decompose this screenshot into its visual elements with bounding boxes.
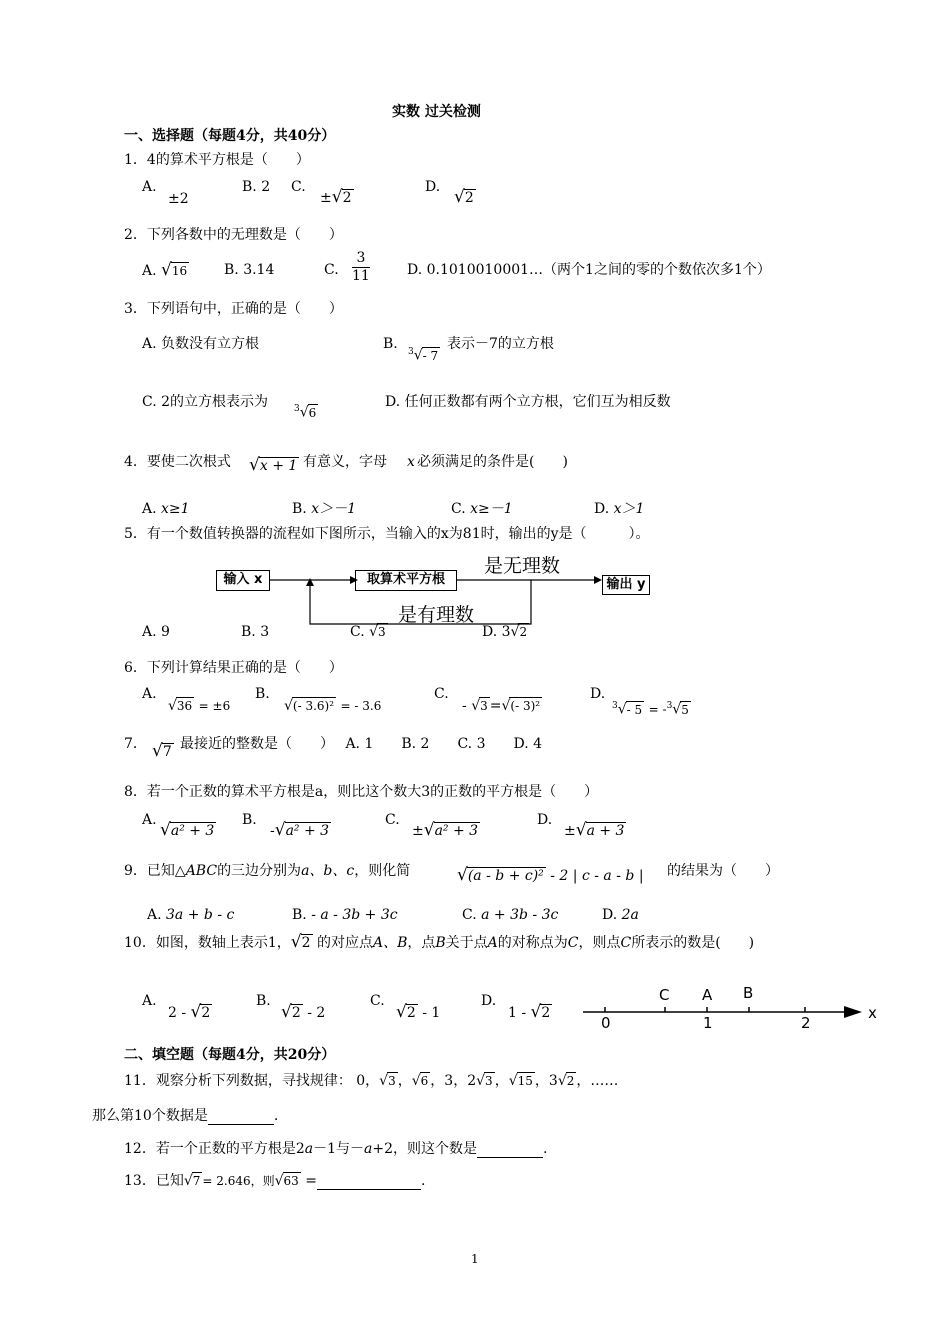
q10-option-a: A. — [142, 993, 157, 1009]
q5-box-input: 输入 x — [216, 570, 270, 591]
q12-stem: 12．若一个正数的平方根是2a－1与－a+2，则这个数是 . — [124, 1141, 548, 1157]
q4-radical: √x + 1 — [249, 455, 298, 475]
q8-option-d-value: ±√a + 3 — [564, 820, 625, 840]
q5-option-b: B. 3 — [241, 624, 270, 640]
q10-number-line — [580, 998, 870, 1028]
axis-label-2: 2 — [801, 1014, 811, 1032]
q6-option-c: C. — [434, 686, 449, 702]
q9-stem: 9．已知△ABC的三边分别为a、b、c，则化简 — [124, 863, 411, 879]
q1-option-d: D. — [425, 179, 441, 195]
axis-label-a: A — [702, 986, 713, 1004]
q3-option-d: D. 任何正数都有两个立方根，它们互为相反数 — [385, 394, 671, 410]
q8-option-b-value: -√a² + 3 — [270, 820, 330, 840]
q3-option-c-value: $^3$√6 — [294, 404, 317, 421]
q13-stem: 13．已知√7 = 2.646，则√63 = . — [124, 1173, 426, 1189]
q1-option-d-value: √2 — [454, 187, 474, 207]
q8-option-a-value: √a² + 3 — [160, 820, 215, 840]
q10-option-c-value: √2 - 1 — [396, 1002, 441, 1022]
q2-stem: 2．下列各数中的无理数是（ ） — [124, 227, 343, 243]
section-choice-header: 一、选择题（每题4分，共40分） — [124, 128, 336, 144]
q5-box-sqrt: 取算术平方根 — [355, 570, 457, 591]
q10-option-c: C. — [370, 993, 385, 1009]
q7-number: 7． — [124, 736, 147, 752]
q9-expression: √(a - b + c)² - 2 | c - a - b | — [457, 865, 644, 885]
q4-var: x — [407, 454, 415, 470]
q8-option-c: C. — [385, 812, 400, 828]
axis-label-b: B — [743, 984, 754, 1002]
q5-option-d: D. 3√2 — [482, 624, 528, 640]
q10-stem: 10．如图，数轴上表示1，√2 的对应点A、B，点B关于点A的对称点为C，则点C所表示的数是( ) — [124, 932, 755, 952]
q1-option-a-value: ±2 — [168, 191, 189, 207]
q9-stem-tail: 的结果为（ ） — [667, 863, 779, 879]
q6-option-d: D. — [590, 686, 606, 702]
q1-option-c-value: ±√2 — [320, 187, 352, 207]
q4-stem-c: 必须满足的条件是( ) — [417, 454, 568, 470]
q2-option-c: C. — [324, 262, 339, 278]
q6-option-b-value: √(- 3.6)² = - 3.6 — [284, 698, 382, 714]
axis-label-0: 0 — [601, 1014, 611, 1032]
q11-stem: 11．观察分析下列数据，寻找规律： 0，√3 ，√6 ，3，2√3 ，√15 ，3√2 ，…… — [124, 1073, 619, 1089]
q9-option-a: A. 3a + b - c — [147, 907, 235, 923]
q3-option-b: B. — [383, 336, 398, 352]
number-line-arrow — [844, 1006, 862, 1018]
q10-option-d: D. — [481, 993, 497, 1009]
q8-option-c-value: ±√a² + 3 — [412, 820, 479, 840]
q3-option-c: C. 2的立方根表示为 — [142, 394, 269, 410]
q3-option-a: A. 负数没有立方根 — [142, 336, 260, 352]
q1-option-b: B. 2 — [242, 179, 271, 195]
axis-label-c: C — [659, 986, 670, 1004]
q11-answer-blank[interactable] — [208, 1110, 274, 1125]
q11-line2: 那么第10个数据是 . — [92, 1108, 279, 1124]
q7-radical: √7 — [152, 741, 172, 761]
q9-option-b: B. - a - 3b + 3c — [292, 907, 398, 923]
section-fill-header: 二、填空题（每题4分，共20分） — [124, 1047, 336, 1063]
q10-option-b-value: √2 - 2 — [281, 1002, 326, 1022]
q6-option-b: B. — [255, 686, 270, 702]
q4-stem-a: 4．要使二次根式 — [124, 454, 231, 470]
q2-option-a: A. √16 — [142, 260, 188, 280]
q4-option-a: A. x≥1 — [142, 501, 190, 517]
q10-option-a-value: 2 - √2 — [168, 1002, 211, 1022]
q6-option-d-value: $^3$√- 5 = -$^3$√5 — [612, 701, 689, 718]
q13-answer-blank[interactable] — [317, 1175, 421, 1190]
q9-option-c: C. a + 3b - 3c — [462, 907, 559, 923]
q12-answer-blank[interactable] — [477, 1143, 543, 1158]
q5-option-c: C. √3 — [350, 624, 386, 640]
q4-option-d: D. x＞1 — [594, 501, 645, 517]
page-number: 1 — [471, 1252, 479, 1266]
q4-option-b: B. x＞－1 — [292, 501, 357, 517]
q1-stem: 1．4的算术平方根是（ ） — [124, 152, 310, 168]
q8-option-a: A. — [142, 812, 157, 828]
q10-option-b: B. — [256, 993, 271, 1009]
q5-label-rational: 是有理数 — [398, 604, 475, 626]
q5-stem: 5．有一个数值转换器的流程如下图所示，当输入的x为81时，输出的y是（ ）。 — [124, 526, 650, 542]
q8-option-d: D. — [537, 812, 553, 828]
q5-label-irrational: 是无理数 — [484, 555, 561, 577]
q6-option-a-value: √36 = ±6 — [168, 698, 231, 714]
axis-label-1: 1 — [703, 1014, 713, 1032]
q2-option-d: D. 0.1010010001…（两个1之间的零的个数依次多1个） — [407, 262, 771, 278]
q2-option-b: B. 3.14 — [224, 262, 275, 278]
q8-stem: 8．若一个正数的算术平方根是a，则比这个数大3的正数的平方根是（ ） — [124, 784, 599, 800]
q5-option-a: A. 9 — [142, 624, 170, 640]
q5-box-output: 输出 y — [602, 575, 650, 595]
q4-option-c: C. x≥－1 — [451, 501, 513, 517]
q4-stem-b: 有意义，字母 — [303, 454, 387, 470]
q7-tail: 最接近的整数是（ ） A. 1 B. 2 C. 3 D. 4 — [180, 736, 543, 752]
page-title: 实数 过关检测 — [392, 104, 481, 120]
q6-stem: 6．下列计算结果正确的是（ ） — [124, 660, 343, 676]
q10-option-d-value: 1 - √2 — [508, 1002, 551, 1022]
q3-option-b-value: $^3$√- 7 — [408, 347, 439, 364]
q6-option-a: A. — [142, 686, 157, 702]
q1-option-a: A. — [142, 179, 157, 195]
q9-option-d: D. 2a — [602, 907, 639, 923]
q3-stem: 3．下列语句中，正确的是（ ） — [124, 301, 343, 317]
q2-option-c-fraction: $\frac{3}{11}$ — [352, 250, 370, 284]
q6-option-c-value: - √3 =√(- 3)² — [462, 698, 541, 714]
q8-option-b: B. — [242, 812, 257, 828]
q3-option-b-tail: 表示－7的立方根 — [447, 336, 554, 352]
q1-option-c: C. — [291, 179, 306, 195]
axis-label-x: x — [868, 1004, 877, 1022]
